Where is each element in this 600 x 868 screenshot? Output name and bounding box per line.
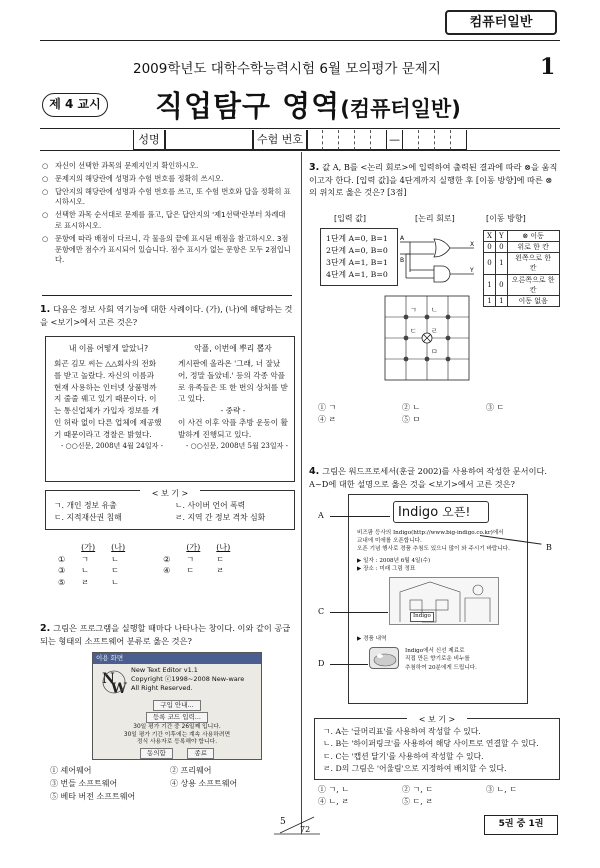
q4-choice[interactable]: ③ ㄴ, ㄷ [486, 785, 518, 794]
q3-stem [309, 161, 559, 199]
grid-label: ㄴ [431, 306, 438, 314]
q2-choices [50, 765, 290, 803]
trial-line: 정식 사용자로 등록해야 합니다. [136, 739, 218, 746]
q1-stem-text: 다음은 정보 사회 역기능에 대한 사례이다. (가), (나)에 해당하는 것을 <보기>에서 고른 것은? [40, 304, 293, 327]
move-cell: 이동 없음 [507, 295, 559, 306]
doc-place: ▶ 장소 : 미래 그림 정표 [357, 566, 416, 573]
q4-document [348, 494, 528, 704]
register-wrap [93, 711, 261, 723]
q1-article-a [48, 339, 169, 456]
marker-d: D [318, 659, 325, 668]
marker-c-line [330, 612, 388, 613]
store-illustration [389, 577, 499, 625]
q4-choice[interactable]: ④ ㄴ, ㄹ [318, 797, 350, 806]
q1-bogi-title: < 보 기 > [140, 488, 200, 500]
article-a-title: 내 이름 어떻게 알았니? [68, 344, 149, 353]
svg-text:Y: Y [470, 267, 474, 274]
q1-bogi-box [45, 490, 295, 530]
article-b-source: - ○○신문, 2008년 5월 23일자 - [185, 442, 288, 451]
q2-number: 2. [40, 623, 51, 634]
q1-bogi-item: ㄹ. 지역 간 정보 격차 심화 [175, 513, 266, 523]
window-buttons [93, 747, 261, 759]
exam-no-digit[interactable] [419, 130, 435, 150]
notice-list [42, 161, 292, 268]
q3-number: 3. [309, 162, 320, 173]
move-row [484, 253, 560, 274]
question-1 [40, 303, 295, 329]
trial-message [93, 724, 261, 747]
q3-input-label: [입력 값] [334, 214, 366, 223]
q4-bogi-item: ㄱ. A는 '글머리표'를 사용하여 작성할 수 있다. [323, 727, 481, 737]
article-b-title: 악플, 이번에 뿌리 뽑자 [194, 344, 272, 353]
choice-val: ㄹ [216, 566, 225, 576]
q4-choice[interactable]: ② ㄱ, ㄷ [402, 785, 434, 794]
choice-header: (가) [81, 543, 96, 552]
move-cell: 위로 한 칸 [507, 242, 559, 253]
q1-bogi-item: ㄴ. 사이버 언어 폭력 [175, 500, 246, 510]
exam-no-digit[interactable] [371, 130, 387, 150]
input-step: 2단계 A=0, B=0 [326, 246, 388, 256]
notice-item: ○ 문항에 따라 배점이 다르니, 각 물음의 끝에 표시된 배점을 참고하시오. 3점 문항에만 점수가 표시되어 있습니다. 점수 표시가 없는 문항은 모두 2점입니다. [42, 234, 292, 266]
info-rule [40, 150, 560, 151]
q4-bogi-item: ㄴ. B는 '하이퍼링크'를 사용하여 해당 사이트로 연결할 수 있다. [323, 739, 539, 749]
q1-choice-row[interactable] [50, 565, 238, 577]
grid-label: ㄹ [431, 327, 438, 335]
exam-no-digit[interactable] [435, 130, 451, 150]
q4-number: 4. [309, 466, 320, 477]
trial-line: 30일 평가 기간 이후에는 계속 사용하려면 [123, 731, 231, 738]
exam-no-dash: — [387, 130, 403, 150]
move-cell: 1 [495, 295, 507, 306]
grid-label: ㄱ [410, 306, 417, 314]
q2-choice[interactable]: ① 셰어웨어 [50, 766, 92, 775]
soap-image [369, 647, 399, 669]
q2-choice[interactable]: ⑤ 베타 버전 소프트웨어 [50, 791, 136, 801]
q2-choice[interactable]: ② 프리웨어 [170, 766, 212, 775]
move-header: X [484, 231, 496, 242]
move-row [484, 295, 560, 306]
choice-mark[interactable]: ③ [58, 566, 66, 576]
svg-text:B: B [400, 257, 405, 264]
article-b-mid: - 중략 - [220, 406, 246, 416]
marker-d-line [330, 664, 368, 665]
notice-item: ○ 선택한 과목 순서대로 문제를 풀고, 답은 답안지의 '제1선택'란부터 차례대로 표시하시오. [42, 210, 292, 232]
q2-stem-text: 그림은 프로그램을 실행할 때마다 나타나는 창이다. 이와 같이 공급되는 형태의 소프트웨어 분류로 옳은 것은? [40, 623, 291, 646]
nw-logo-icon [101, 669, 127, 695]
choice-header: (나) [111, 543, 126, 552]
q3-move-table [483, 230, 560, 307]
footer-total: 72 [300, 825, 311, 834]
move-header: Y [495, 231, 507, 242]
doc-body [357, 529, 523, 574]
subject-tag: 컴퓨터일반 [445, 10, 557, 35]
exam-no-digit[interactable] [323, 130, 339, 150]
choice-mark[interactable]: ⑤ [58, 577, 66, 587]
article-a-body: 회곤 김모 씨는 △△회사의 전화를 받고 놀랐다. 자신의 이름과 현재 사용하는 인터넷 상품명까지 줄줄 꿰고 있기 때문이다. 이는 통신업체가 가입자 정보를 개인 허락 없이 다른 업체에 제공했기 때문이라고 경찰은 밝혔다. [54, 359, 162, 439]
question-4 [309, 465, 559, 491]
q2-choice[interactable]: ④ 상용 소프트웨어 [170, 778, 238, 788]
doc-sign: Indigo [410, 612, 434, 622]
q4-bogi-box [314, 715, 560, 780]
exam-no-digit[interactable] [355, 130, 371, 150]
q3-stem-text: 값 A, B를 <논리 회로>에 입력하여 출력된 결과에 따라 ⊗을 움직이고자 한다. [입력 값]을 4단계까지 실행한 후 [이동 방향]에 따른 ⊗의 위치로 옳은 것은? [3점] [309, 162, 558, 197]
q3-choice[interactable]: ⑤ ㅁ [402, 415, 421, 424]
article-a-source: - ○○신문, 2008년 4월 24일자 - [60, 442, 163, 451]
q3-move-label: [이동 방향] [486, 214, 526, 223]
move-cell: 1 [484, 295, 496, 306]
choice-val: ㄱ [186, 554, 195, 564]
move-cell: 0 [495, 242, 507, 253]
q4-stem-text: 그림은 워드프로세서(훈글 2002)를 사용하여 작성한 문서이다. A~D에 대한 설명으로 옳은 것을 <보기>에서 고른 것은? [309, 466, 547, 489]
q2-stem [40, 622, 295, 648]
question-2 [40, 622, 295, 648]
q1-bogi-item: ㄷ. 지적재산권 침해 [54, 513, 122, 523]
choice-val: ㄴ [111, 554, 119, 564]
choice-val: ㄷ [186, 566, 195, 576]
doc-prize-body [405, 647, 523, 672]
article-b-body: 게시판에 올라온 '그래, 너 잘났어, 정말 돌았네.' 등의 각종 악플로 유족들은 또 한 번의 상처를 받고 있다. [178, 359, 288, 404]
doc-line: 비즈팜 등사의 Indigo(http://www.big-indigo.co.kr)에서 [357, 530, 504, 536]
choice-header: (나) [216, 543, 231, 552]
logo-text: Indigo [398, 505, 439, 520]
q4-choice[interactable]: ⑤ ㄷ, ㄹ [402, 797, 434, 806]
exam-title: 2009학년도 대학수학능력시험 6월 모의평가 문제지 [133, 61, 441, 77]
choice-val: ㄴ [81, 566, 89, 576]
q1-choice-row[interactable] [50, 577, 238, 589]
exam-no-digit[interactable] [307, 130, 323, 150]
doc-date: ▶ 일자 : 2008년 6월 4일(수) [357, 558, 431, 565]
choice-val: ㄹ [81, 577, 89, 587]
svg-text:W: W [111, 681, 127, 695]
exam-no-label: 수험 번호 [253, 130, 307, 150]
exit-button[interactable]: 종료 [187, 748, 214, 759]
q4-bogi-item: ㄷ. C는 '캡션 달기'를 사용하여 작성할 수 있다. [323, 751, 484, 761]
doc-line: 교내에 미에를 오픈합니다. [357, 538, 422, 545]
move-cell: 0 [484, 253, 496, 274]
header-rule [40, 128, 560, 129]
choice-mark[interactable]: ② [163, 554, 171, 564]
move-row [484, 274, 560, 295]
notice-rule [42, 295, 292, 296]
q3-choice[interactable]: ③ ㄷ [486, 403, 505, 412]
notice-item: ○ 답안지의 해당란에 성명과 수험 번호를 쓰고, 또 수험 번호와 답을 정확히 표시하시오. [42, 187, 292, 209]
info-row [133, 130, 467, 150]
marker-b: B [546, 543, 552, 552]
copyright: Copyright ⓒ1998~2008 New-ware [131, 675, 245, 684]
exam-no-digit[interactable] [339, 130, 355, 150]
top-rule [40, 40, 560, 41]
exam-no-digit[interactable] [403, 130, 419, 150]
q1-stem [40, 303, 295, 329]
move-cell: 왼쪽으로 한 칸 [507, 253, 559, 274]
marker-a-line [330, 516, 390, 517]
q1-article-b [172, 339, 294, 456]
subject-title [155, 85, 461, 127]
q3-choices [318, 402, 570, 426]
grid-label: ㄷ [410, 327, 417, 335]
input-step: 3단계 A=1, B=1 [326, 258, 388, 268]
page-number: 1 [540, 54, 556, 80]
move-cell: 1 [484, 274, 496, 295]
choice-header: (가) [186, 543, 201, 552]
footer-page-num: 5 [280, 817, 286, 827]
prize-line: Indigo에서 신선 제료로 [405, 648, 465, 654]
q1-bogi-item: ㄱ. 개인 정보 유출 [54, 500, 117, 510]
q1-article-frame [45, 336, 295, 482]
volume-tag: 5권 중 1권 [484, 815, 558, 835]
move-cell: 0 [484, 242, 496, 253]
choice-val: ㄷ [111, 566, 119, 576]
notice-item: ○ 문제지의 해당란에 성명과 수험 번호를 정확히 쓰시오. [42, 174, 292, 185]
svg-text:N: N [102, 671, 115, 687]
input-step: 4단계 A=1, B=0 [326, 270, 388, 280]
q4-stem [309, 465, 559, 491]
trial-line: 30일 평가 기간 중 26일째 입니다. [133, 724, 221, 730]
agree-button[interactable]: 동의함 [140, 748, 173, 759]
grid-label: ㅁ [431, 348, 438, 356]
notice-item: ○ 자신이 선택한 과목의 문제지인지 확인하시오. [42, 161, 292, 172]
q3-input-box [320, 228, 398, 286]
svg-text:X: X [470, 241, 475, 248]
move-cell: 0 [495, 274, 507, 295]
question-3 [309, 161, 559, 199]
q4-choices [318, 784, 570, 808]
buy-wrap [93, 699, 261, 711]
about-text [131, 666, 244, 693]
subject-main: 직업탐구 영역 [155, 89, 341, 123]
column-divider [301, 152, 302, 834]
logo-korean: 오픈! [442, 505, 471, 519]
register-button[interactable]: 등록 코드 입력... [146, 712, 208, 723]
input-step: 1단계 A=0, B=1 [326, 234, 388, 243]
move-cell: 1 [495, 253, 507, 274]
q1-choice-row[interactable] [50, 554, 238, 566]
name-label: 성명 [133, 130, 165, 150]
marker-c: C [318, 607, 325, 616]
q3-grid [384, 295, 470, 381]
indigo-logo [393, 501, 489, 523]
q3-circuit-label: [논리 회로] [415, 214, 455, 223]
q1-number: 1. [40, 304, 51, 315]
move-row [484, 242, 560, 253]
buy-button[interactable]: 구입 안내... [153, 700, 200, 711]
q3-logic-circuit [400, 232, 478, 284]
choice-mark[interactable]: ④ [163, 566, 171, 576]
q3-choice[interactable]: ① ㄱ [318, 403, 337, 412]
article-b-body2: 이 사건 이후 악플 추방 운동이 활발하게 진행되고 있다. [178, 417, 288, 439]
svg-text:A: A [400, 235, 405, 242]
choice-val: ㄷ [216, 554, 225, 564]
q4-bogi-title: < 보 기 > [407, 714, 467, 726]
q4-bogi-item: ㄹ. D의 그림은 '어울림'으로 지정하여 배치할 수 있다. [323, 763, 507, 773]
prize-line: 직접 만든 향기로운 비누를 [405, 656, 470, 663]
doc-line: 오픈 기념 행사로 경품 추첨도 있으니 많이 와 주시기 바랍니다. [357, 546, 510, 553]
move-cell: 오른쪽으로 한 칸 [507, 274, 559, 295]
q1-choices [50, 542, 238, 588]
period-badge: 제 4 교시 [42, 93, 108, 117]
q2-program-window [92, 652, 262, 760]
subject-sub: (컴퓨터일반) [340, 97, 461, 121]
exam-no-digit[interactable] [451, 130, 467, 150]
q2-choice[interactable]: ③ 번들 소프트웨어 [50, 778, 118, 788]
doc-prize-title: ▶ 경품 내역 [357, 636, 387, 642]
rights: All Right Reserved. [131, 684, 193, 693]
name-field[interactable] [165, 130, 253, 150]
marker-a: A [318, 511, 324, 520]
move-header: ⊗ 이동 [507, 231, 559, 242]
q4-choice[interactable]: ① ㄱ, ㄴ [318, 785, 350, 794]
choice-val: ㄱ [81, 554, 89, 564]
app-name: New Text Editor v1.1 [131, 666, 198, 674]
window-titlebar: 이용 화면 [93, 653, 261, 664]
choice-mark[interactable]: ① [58, 554, 66, 564]
q3-choice[interactable]: ② ㄴ [402, 403, 421, 412]
choice-val: ㄴ [111, 577, 119, 587]
prize-line: 추첨하여 20분에게 드립니다. [405, 664, 477, 671]
q3-choice[interactable]: ④ ㄹ [318, 415, 337, 424]
